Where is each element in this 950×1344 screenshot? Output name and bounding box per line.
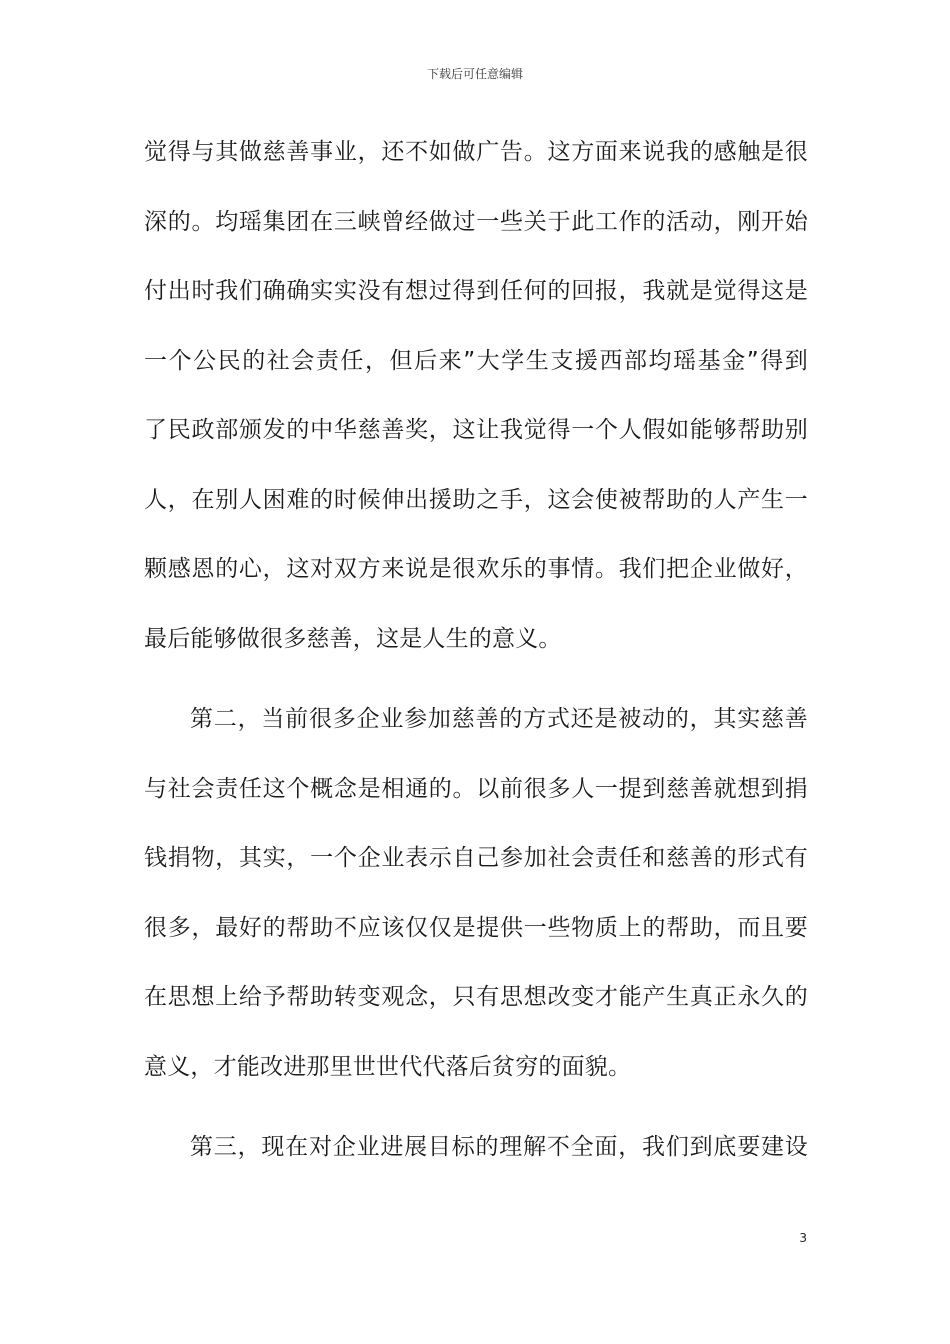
text-line: 很多，最好的帮助不应该仅仅是提供一些物质上的帮助，而且要 — [144, 914, 808, 941]
text-line: 一个公民的社会责任，但后来”大学生支援西部均瑶基金”得到 — [144, 347, 808, 374]
text-line: 颗感恩的心，这对双方来说是很欢乐的事情。我们把企业做好， — [144, 556, 808, 582]
text-line: 付出时我们确确实实没有想过得到任何的回报，我就是觉得这是 — [144, 278, 808, 304]
text-line: 在思想上给予帮助转变观念，只有思想改变才能产生真正永久的 — [144, 984, 808, 1010]
page-number: 3 — [799, 1231, 807, 1245]
text-line: 觉得与其做慈善事业，还不如做广告。这方面来说我的感触是很 — [144, 139, 808, 165]
page-header: 下载后可任意编辑 — [426, 67, 523, 81]
text-line: 第三，现在对企业进展目标的理解不全面，我们到底要建设 — [190, 1134, 808, 1160]
text-line: 最后能够做很多慈善，这是人生的意义。 — [144, 625, 562, 652]
text-line: 第二，当前很多企业参加慈善的方式还是被动的，其实慈善 — [190, 706, 808, 732]
text-line: 人，在别人困难的时候伸出援助之手，这会使被帮助的人产生一 — [144, 486, 808, 513]
text-line: 钱捐物，其实，一个企业表示自己参加社会责任和慈善的形式有 — [144, 845, 808, 871]
document-body — [144, 118, 808, 1183]
paragraph-3 — [144, 1113, 808, 1183]
paragraph-2 — [144, 685, 808, 1102]
text-line: 了民政部颁发的中华慈善奖，这让我觉得一个人假如能够帮助别 — [144, 417, 808, 443]
paragraph-1 — [144, 118, 808, 674]
text-line: 与社会责任这个概念是相通的。以前很多人一提到慈善就想到捐 — [144, 775, 808, 802]
text-line: 意义，才能改进那里世世代代落后贫穷的面貌。 — [144, 1053, 632, 1080]
text-line: 深的。均瑶集团在三峡曾经做过一些关于此工作的活动，刚开始 — [144, 208, 808, 235]
